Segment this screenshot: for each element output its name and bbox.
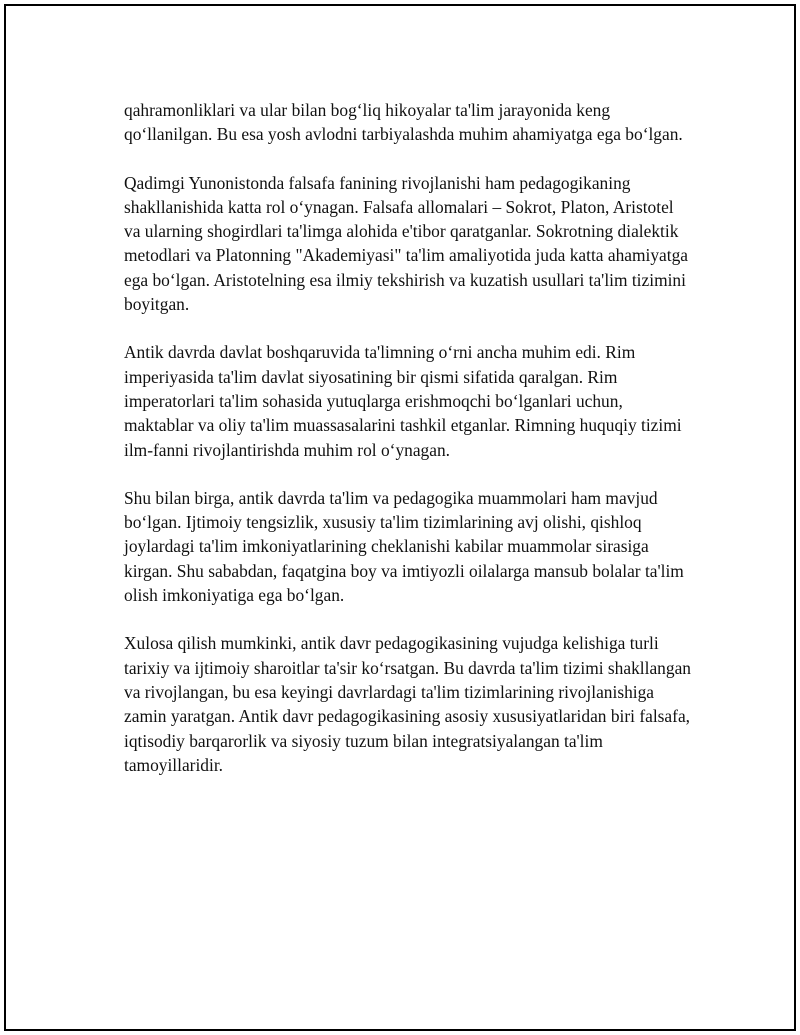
- paragraph-1: qahramonliklari va ular bilan bog‘liq hikoyalar ta'lim jarayonida keng qo‘llanilgan. Bu esa yosh avlodni tarbiyalashda muhim ahamiyatga ega bo‘lgan.: [124, 100, 683, 145]
- paragraph-4: Shu bilan birga, antik davrda ta'lim va pedagogika muammolari ham mavjud bo‘lgan. Ijtimoiy tengsizlik, xususiy ta'lim tizimlarining avj olishi, qishloq joylardagi ta'lim imkoniyatlarining cheklanishi kabilar muammolar sirasiga kirgan. Shu sababdan, faqatgina boy va imtiyozli oilalarga mansub bolalar ta'lim olish imkoniyatiga ega bo‘lgan.: [124, 487, 684, 606]
- paragraph-3: Antik davrda davlat boshqaruvida ta'limning o‘rni ancha muhim edi. Rim imperiyasida ta'lim davlat siyosatining bir qismi sifatida qaralgan. Rim imperatorlari ta'lim sohasida yutuqlarga erishmoqchi bo‘lganlari uchun, maktablar va oliy ta'lim muassasalarini tashkil etganlar. Rimning huquqiy tizimi ilm-fanni rivojlantirishda muhim rol o‘ynagan.: [124, 342, 682, 460]
- page-border: [4, 4, 796, 1031]
- document-body: [124, 98, 694, 801]
- paragraph-2: Qadimgi Yunonistonda falsafa fanining rivojlanishi ham pedagogikaning shakllanishida katta rol o‘ynagan. Falsafa allomalari – Sokrot, Platon, Aristotel va ularning shogirdlari ta'limga alohida e'tibor qaratganlar. Sokrotning dialektik metodlari va Platonning "Akademiyasi" ta'lim amaliyotida juda katta ahamiyatga ega bo‘lgan. Aristotelning esa ilmiy tekshirish va kuzatish usullari ta'lim tizimini boyitgan.: [124, 172, 689, 315]
- paragraph-5: Xulosa qilish mumkinki, antik davr pedagogikasining vujudga kelishiga turli tarixiy va ijtimoiy sharoitlar ta'sir ko‘rsatgan. Bu davrda ta'lim tizimi shakllangan va rivojlangan, bu esa keyingi davrlardagi ta'lim tizimlarining rivojlanishiga zamin yaratgan. Antik davr pedagogikasining asosiy xususiyatlaridan biri falsafa, iqtisodiy barqarorlik va siyosiy tuzum bilan integratsiyalangan ta'lim tamoyillaridir.: [124, 633, 691, 775]
